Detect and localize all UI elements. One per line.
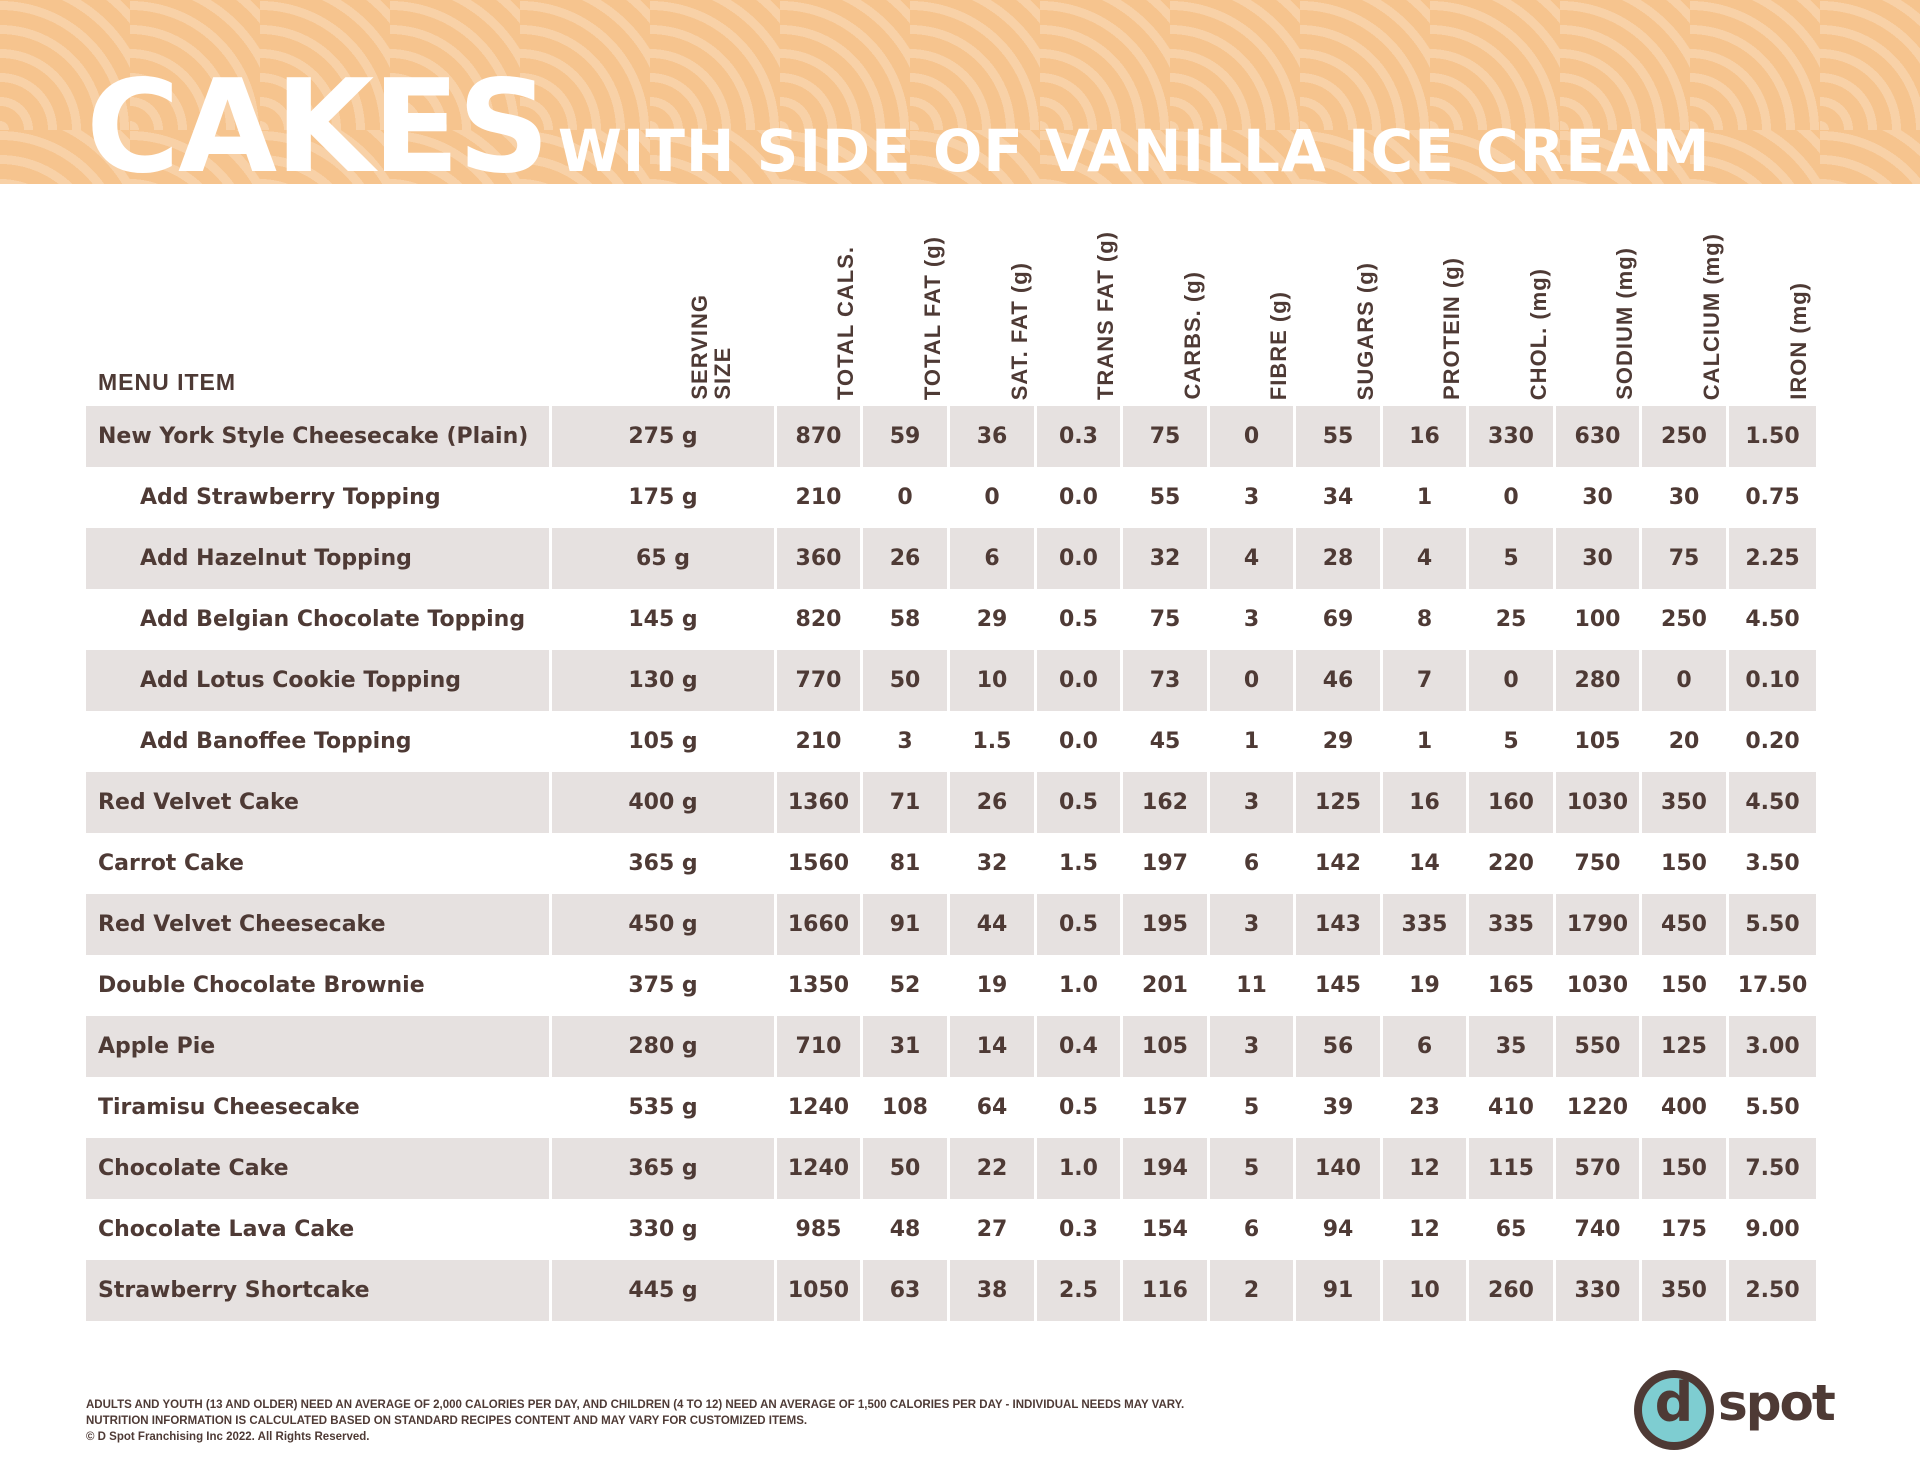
table-cell: 400 g (552, 772, 777, 833)
table-cell: 7 (1383, 650, 1469, 711)
table-cell: 125 (1642, 1016, 1729, 1077)
table-cell: 1.0 (1059, 973, 1098, 998)
footnote-copyright: © D Spot Franchising Inc 2022. All Rights Reserved. (86, 1431, 370, 1443)
table-cell: 5 (1243, 1095, 1260, 1120)
table-cell: 39 (1322, 1095, 1354, 1120)
table-cell: 30 (1556, 528, 1642, 589)
table-cell: 770 (777, 650, 863, 711)
table-cell: 365 g (552, 1138, 777, 1199)
table-cell: 0.3 (1059, 1217, 1098, 1242)
table-cell: 3.50 (1745, 851, 1800, 876)
table-cell: 11 (1236, 973, 1267, 998)
table-cell: 1240 (787, 1095, 850, 1120)
logo-letter: d (1654, 1371, 1694, 1434)
table-cell: 29 (1322, 729, 1354, 754)
table-cell: 400 (1661, 1095, 1707, 1120)
table-cell: 10 (950, 650, 1037, 711)
table-cell: 445 g (552, 1260, 777, 1321)
column-header (1210, 206, 1296, 406)
column-header (777, 206, 863, 406)
table-cell: 210 (795, 485, 842, 510)
table-cell: 360 (777, 528, 863, 589)
table-cell: 410 (1488, 1095, 1534, 1120)
table-cell: 1030 (1566, 973, 1629, 998)
menu-item-name: New York Style Cheesecake (Plain) (86, 406, 552, 467)
table-cell: 105 (1123, 1016, 1210, 1077)
table-cell: 150 (1661, 973, 1707, 998)
table-cell: 0.20 (1745, 729, 1800, 754)
table-cell: 3 (1210, 1016, 1296, 1077)
table-cell: 4 (1210, 528, 1296, 589)
table-cell: 2.25 (1729, 528, 1816, 589)
table-cell: 5 (1210, 1138, 1296, 1199)
table-cell: 115 (1469, 1138, 1556, 1199)
table-cell: 52 (889, 973, 921, 998)
menu-item-name: Chocolate Lava Cake (98, 1217, 355, 1242)
table-cell: 75 (1123, 406, 1210, 467)
table-cell: 1350 (787, 973, 850, 998)
table-cell: 23 (1409, 1095, 1440, 1120)
table-cell: 14 (1409, 851, 1440, 876)
table-cell: 250 (1661, 607, 1707, 632)
menu-item-name: Red Velvet Cheesecake (86, 894, 552, 955)
table-cell: 1.0 (1037, 1138, 1123, 1199)
column-header-label: TOTAL CALS. (833, 246, 858, 400)
table-cell: 75 (1642, 528, 1729, 589)
table-cell: 154 (1142, 1217, 1188, 1242)
table-cell: 71 (863, 772, 950, 833)
column-header-label: FIBRE (g) (1266, 290, 1291, 400)
table-cell: 16 (1383, 772, 1469, 833)
table-cell: 220 (1488, 851, 1534, 876)
table-cell: 35 (1469, 1016, 1556, 1077)
footnotes (86, 1397, 1184, 1445)
table-cell: 32 (1123, 528, 1210, 589)
table-cell: 5.50 (1745, 1095, 1800, 1120)
table-cell: 145 (1315, 973, 1361, 998)
column-header-label: SODIUM (mg) (1612, 247, 1637, 400)
table-cell: 175 g (628, 485, 698, 510)
table-cell: 330 (1469, 406, 1556, 467)
table-cell: 0.5 (1059, 1095, 1098, 1120)
table-cell: 985 (795, 1217, 842, 1242)
menu-item-name: Strawberry Shortcake (86, 1260, 552, 1321)
table-cell: 4.50 (1745, 607, 1800, 632)
table-cell: 630 (1556, 406, 1642, 467)
column-header (863, 206, 950, 406)
column-header-label: PROTEIN (g) (1439, 257, 1464, 400)
table-cell: 0 (897, 485, 913, 510)
table-cell: 3 (1243, 607, 1260, 632)
table-cell: 1030 (1556, 772, 1642, 833)
table-cell: 7.50 (1729, 1138, 1816, 1199)
column-header-label: SERVING SIZE (686, 294, 735, 400)
table-cell: 0.75 (1745, 485, 1800, 510)
column-header-label: SAT. FAT (g) (1006, 261, 1032, 400)
table-cell: 55 (1149, 485, 1181, 510)
table-cell: 1240 (777, 1138, 863, 1199)
table-cell: 10 (1383, 1260, 1469, 1321)
table-cell: 145 g (628, 607, 698, 632)
table-cell: 0.0 (1059, 485, 1098, 510)
table-cell: 197 (1142, 851, 1188, 876)
table-cell: 0 (1210, 406, 1296, 467)
table-cell: 34 (1322, 485, 1354, 510)
table-cell: 45 (1149, 729, 1181, 754)
table-cell: 6 (950, 528, 1037, 589)
nutrition-table (86, 206, 1816, 1321)
table-cell: 142 (1315, 851, 1361, 876)
table-cell: 350 (1642, 772, 1729, 833)
column-header-label: CARBS. (g) (1179, 271, 1205, 400)
table-cell: 46 (1296, 650, 1383, 711)
table-cell: 28 (1296, 528, 1383, 589)
table-cell: 0.10 (1729, 650, 1816, 711)
table-cell: 26 (863, 528, 950, 589)
menu-item-name: Add Banoffee Topping (140, 729, 412, 754)
table-cell: 56 (1296, 1016, 1383, 1077)
table-cell: 50 (863, 650, 950, 711)
table-cell: 6 (1243, 851, 1260, 876)
column-header-label: CHOL. (mg) (1525, 267, 1551, 400)
table-cell: 260 (1469, 1260, 1556, 1321)
table-cell: 0.0 (1037, 650, 1123, 711)
table-cell: 81 (889, 851, 921, 876)
menu-item-name: Add Strawberry Topping (140, 485, 441, 510)
menu-item-name: Carrot Cake (98, 851, 244, 876)
menu-item-name: Chocolate Cake (86, 1138, 552, 1199)
table-cell: 5 (1469, 528, 1556, 589)
table-cell: 63 (863, 1260, 950, 1321)
table-cell: 1790 (1556, 894, 1642, 955)
table-cell: 31 (863, 1016, 950, 1077)
table-cell: 1360 (777, 772, 863, 833)
menu-item-name: Apple Pie (86, 1016, 552, 1077)
table-cell: 280 (1556, 650, 1642, 711)
table-cell: 0 (1642, 650, 1729, 711)
header-banner (0, 0, 1920, 184)
table-cell: 17.50 (1737, 973, 1808, 998)
title-main: CAKES (86, 53, 548, 184)
table-cell: 116 (1123, 1260, 1210, 1321)
menu-item-name: Add Lotus Cookie Topping (86, 650, 552, 711)
table-cell: 125 (1296, 772, 1383, 833)
table-cell: 1560 (787, 851, 850, 876)
table-cell: 535 g (628, 1095, 698, 1120)
footnote-nutrition: NUTRITION INFORMATION IS CALCULATED BASED ON STANDARD RECIPES CONTENT AND MAY VARY FOR CUSTOMIZED ITEMS. (86, 1415, 808, 1427)
table-cell: 820 (795, 607, 842, 632)
table-cell: 710 (777, 1016, 863, 1077)
table-cell: 140 (1296, 1138, 1383, 1199)
table-cell: 9.00 (1745, 1217, 1800, 1242)
footnote-calories: ADULTS AND YOUTH (13 AND OLDER) NEED AN AVERAGE OF 2,000 CALORIES PER DAY, AND CHILDREN (4 TO 12) NEED AN AVERAGE OF 1,500 CALORIES PER DAY - INDIVIDUAL NEEDS MAY VARY. (86, 1399, 1185, 1411)
table-cell: 0 (984, 485, 1000, 510)
table-cell: 25 (1495, 607, 1527, 632)
table-cell: 27 (976, 1217, 1008, 1242)
table-cell: 36 (950, 406, 1037, 467)
table-cell: 1 (1243, 729, 1260, 754)
table-cell: 0.4 (1037, 1016, 1123, 1077)
table-cell: 26 (950, 772, 1037, 833)
table-cell: 375 g (628, 973, 698, 998)
table-cell: 275 g (552, 406, 777, 467)
table-cell: 162 (1123, 772, 1210, 833)
table-cell: 3 (897, 729, 913, 754)
table-cell: 150 (1661, 851, 1707, 876)
logo-circle (1634, 1370, 1714, 1450)
table-cell: 2.5 (1037, 1260, 1123, 1321)
column-header (1123, 206, 1210, 406)
table-cell: 160 (1469, 772, 1556, 833)
table-cell: 365 g (628, 851, 698, 876)
table-cell: 195 (1123, 894, 1210, 955)
table-cell: 130 g (552, 650, 777, 711)
table-cell: 0 (1469, 650, 1556, 711)
column-header (1556, 206, 1642, 406)
table-cell: 157 (1142, 1095, 1188, 1120)
table-cell: 335 (1383, 894, 1469, 955)
table-cell: 94 (1322, 1217, 1354, 1242)
table-cell: 0 (1503, 485, 1519, 510)
table-cell: 73 (1123, 650, 1210, 711)
table-cell: 16 (1383, 406, 1469, 467)
table-cell: 64 (976, 1095, 1008, 1120)
table-cell: 0.5 (1037, 772, 1123, 833)
table-cell: 0.0 (1037, 528, 1123, 589)
menu-item-header: MENU ITEM (98, 369, 237, 395)
table-cell: 12 (1409, 1217, 1440, 1242)
column-header (1642, 206, 1729, 406)
table-cell: 12 (1383, 1138, 1469, 1199)
table-cell: 48 (889, 1217, 921, 1242)
table-cell: 1220 (1566, 1095, 1629, 1120)
table-cell: 105 (1574, 729, 1621, 754)
table-cell: 194 (1123, 1138, 1210, 1199)
table-cell: 740 (1574, 1217, 1621, 1242)
table-cell: 1.50 (1729, 406, 1816, 467)
table-cell: 69 (1322, 607, 1354, 632)
menu-item-name: Double Chocolate Brownie (98, 973, 425, 998)
table-cell: 3.00 (1729, 1016, 1816, 1077)
table-cell: 0.5 (1059, 607, 1098, 632)
table-cell: 750 (1574, 851, 1621, 876)
table-cell: 100 (1574, 607, 1621, 632)
column-header (552, 206, 777, 406)
column-header (1037, 206, 1123, 406)
menu-item-name: Add Hazelnut Topping (86, 528, 552, 589)
table-cell: 108 (882, 1095, 928, 1120)
header-menu-item (86, 206, 552, 406)
table-cell: 1050 (777, 1260, 863, 1321)
table-cell: 59 (863, 406, 950, 467)
table-cell: 0 (1210, 650, 1296, 711)
table-cell: 330 (1556, 1260, 1642, 1321)
table-cell: 6 (1243, 1217, 1260, 1242)
table-cell: 335 (1469, 894, 1556, 955)
table-cell: 350 (1642, 1260, 1729, 1321)
column-header-label: CALCIUM (mg) (1698, 232, 1724, 400)
table-cell: 450 g (552, 894, 777, 955)
table-cell: 20 (1668, 729, 1700, 754)
table-cell: 570 (1556, 1138, 1642, 1199)
table-cell: 75 (1149, 607, 1181, 632)
table-cell: 0.5 (1037, 894, 1123, 955)
page-title (86, 53, 1711, 184)
table-cell: 19 (976, 973, 1008, 998)
column-header (1729, 206, 1816, 406)
table-cell: 5 (1503, 729, 1519, 754)
table-cell: 91 (1296, 1260, 1383, 1321)
table-cell: 8 (1416, 607, 1433, 632)
table-cell: 0.3 (1037, 406, 1123, 467)
column-header-label: SUGARS (g) (1352, 261, 1378, 400)
table-cell: 91 (863, 894, 950, 955)
table-cell: 4.50 (1729, 772, 1816, 833)
table-cell: 1 (1416, 485, 1433, 510)
table-cell: 1 (1416, 729, 1433, 754)
table-cell: 550 (1556, 1016, 1642, 1077)
table-cell: 1.5 (1059, 851, 1098, 876)
table-cell: 210 (795, 729, 842, 754)
table-cell: 330 g (628, 1217, 698, 1242)
column-header (1383, 206, 1469, 406)
table-cell: 280 g (552, 1016, 777, 1077)
logo-word: spot (1718, 1374, 1834, 1432)
table-cell: 165 (1488, 973, 1534, 998)
table-cell: 29 (976, 607, 1008, 632)
table-cell: 201 (1142, 973, 1188, 998)
table-cell: 105 g (628, 729, 698, 754)
table-cell: 450 (1642, 894, 1729, 955)
table-cell: 50 (863, 1138, 950, 1199)
table-cell: 143 (1296, 894, 1383, 955)
table-cell: 32 (976, 851, 1008, 876)
table-cell: 175 (1661, 1217, 1707, 1242)
column-header-label: IRON (mg) (1785, 282, 1811, 400)
table-cell: 2.50 (1729, 1260, 1816, 1321)
table-cell: 65 (1495, 1217, 1527, 1242)
menu-item-name: Add Belgian Chocolate Topping (140, 607, 526, 632)
table-cell: 870 (777, 406, 863, 467)
table-cell: 22 (950, 1138, 1037, 1199)
dspot-logo (1634, 1370, 1834, 1456)
table-cell: 19 (1409, 973, 1440, 998)
table-cell: 30 (1668, 485, 1700, 510)
table-cell: 5.50 (1729, 894, 1816, 955)
table-cell: 30 (1582, 485, 1613, 510)
title-sub: WITH SIDE OF VANILLA ICE CREAM (557, 117, 1711, 184)
menu-item-name: Red Velvet Cake (86, 772, 552, 833)
column-header (1296, 206, 1383, 406)
table-cell: 0.0 (1059, 729, 1098, 754)
table-cell: 3 (1210, 894, 1296, 955)
column-header-label: TOTAL FAT (g) (919, 235, 945, 400)
table-cell: 250 (1642, 406, 1729, 467)
table-cell: 2 (1210, 1260, 1296, 1321)
column-header (1469, 206, 1556, 406)
table-cell: 150 (1642, 1138, 1729, 1199)
table-cell: 44 (950, 894, 1037, 955)
table-cell: 1660 (777, 894, 863, 955)
table-cell: 6 (1383, 1016, 1469, 1077)
table-cell: 3 (1243, 485, 1260, 510)
table-cell: 58 (889, 607, 921, 632)
table-cell: 4 (1383, 528, 1469, 589)
table-cell: 14 (950, 1016, 1037, 1077)
column-header-label: TRANS FAT (g) (1093, 230, 1118, 400)
table-cell: 65 g (552, 528, 777, 589)
table-cell: 55 (1296, 406, 1383, 467)
table-cell: 38 (950, 1260, 1037, 1321)
table-cell: 3 (1210, 772, 1296, 833)
table-cell: 1.5 (972, 729, 1012, 754)
menu-item-name: Tiramisu Cheesecake (98, 1095, 360, 1120)
column-header (950, 206, 1037, 406)
